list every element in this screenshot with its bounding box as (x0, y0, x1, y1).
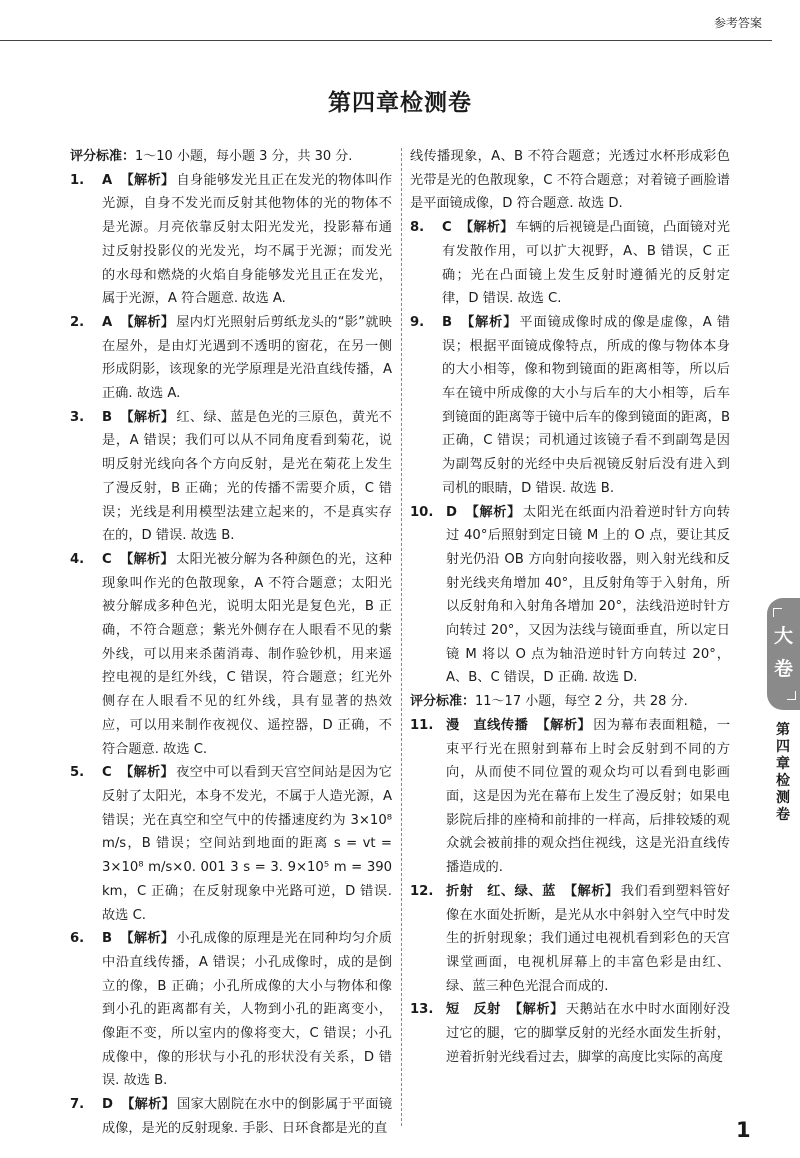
question-13 (410, 998, 730, 1069)
answer-letter: D (102, 1097, 113, 1113)
question-number: 4. (70, 551, 85, 567)
explanation-text: 屋内灯光照射后剪纸龙头的“影”就映在屋外，是由灯光遇到不透明的窗花，在另一侧形成阴影，该现象的光学原理是光沿直线传播，A 正确. 故选 A. (102, 314, 392, 402)
scoring-standard-label: 评分标准： (410, 694, 476, 710)
question-6 (70, 927, 392, 1093)
question-10 (410, 501, 730, 691)
question-number: 8. (410, 220, 425, 236)
question-number: 5. (70, 765, 85, 781)
answer-letter: C (102, 765, 112, 781)
question-12 (410, 880, 730, 999)
explanation-text: 我们看到塑料管好像在水面处折断，是光从水中斜射入空气中时发生的折射现象；我们通过电视机看到彩色的天宫课堂画面，电视机屏幕上的丰富色彩是由红、绿、蓝三种色光混合而成的. (446, 883, 731, 994)
answer-letter: B (102, 409, 113, 425)
analysis-tag: 【解析】 (119, 551, 175, 567)
answer-letter: C (102, 551, 112, 567)
question-number: 2. (70, 314, 85, 330)
header-label: 参考答案 (713, 16, 762, 30)
answer-letter: D (446, 504, 457, 520)
question-7 (70, 1093, 392, 1140)
question-number: 9. (410, 314, 425, 330)
side-tab-text: 大卷 (773, 625, 793, 680)
explanation-text: 天鹅站在水中时水面刚好没过它的腿，它的脚掌反射的光经水面发生折射，逆着折射光线看过去，脚掌的高度比实际的高度 (446, 1002, 731, 1065)
question-number: 11. (410, 717, 434, 733)
page-header (0, 0, 800, 46)
scoring-standard-2 (410, 690, 730, 714)
answer-letter: B (442, 314, 453, 330)
analysis-tag: 【解析】 (464, 504, 521, 520)
scoring-standard-text: 11～17 小题，每空 2 分，共 28 分. (475, 694, 688, 710)
answer-text: 短 反射 (446, 1002, 501, 1018)
question-3 (70, 406, 392, 548)
explanation-text: 夜空中可以看到天宫空间站是因为它反射了太阳光，本身不发光，不属于人造光源，A 错误；光在真空和空气中的传播速度约为 3×10⁸ m/s，B 错误；空间站到地面的距离 s = vt = 3×10⁸ m/s×0. 001 3 s = 3. 9×10⁵ m = 390 km，C 正确；在反射现象中光路可逆，D 错误. 故选 C. (102, 765, 392, 923)
question-number: 3. (70, 409, 85, 425)
tab-bracket-icon (787, 691, 796, 700)
question-8 (410, 216, 730, 311)
explanation-text: 国家大剧院在水中的倒影属于平面镜成像，是光的反射现象. 手影、日环食都是光的直 (102, 1097, 393, 1136)
explanation-text: 太阳光在纸面内沿着逆时针方向转过 40°后照射到定日镜 M 上的 O 点，要让其反射光仍沿 OB 方向射向接收器，则入射光线和反射光线夹角增加 40°，且反射角等于入射角，所以反射角和入射角各增加 20°，法线沿逆时针方向转过 20°，又因为法线与镜面垂直，所以定日镜 M 将以 O 点为轴沿逆时针方向转过 20°，A、B、C 错误，D 正确. 故选 D. (446, 504, 731, 686)
explanation-text: 红、绿、蓝是色光的三原色，黄光不是，A 错误；我们可以从不同角度看到菊花，说明反射光线向各个方向反射，是光在菊花上发生了漫反射，B 正确；光的传播不需要介质，C 错误；光线是利用模型法建立起来的，不是真实存在的，D 错误. 故选 B. (102, 409, 392, 544)
page-number: 1 (736, 1118, 751, 1142)
scoring-standard-label: 评分标准： (70, 149, 136, 164)
question-number: 6. (70, 931, 85, 947)
answer-letter: C (442, 220, 452, 236)
analysis-tag: 【解析】 (120, 931, 175, 947)
analysis-tag: 【解析】 (460, 314, 518, 330)
explanation-text: 因为幕布表面粗糙，一束平行光在照射到幕布上时会反射到不同的方向，从而使不同位置的观众均可以看到电影画面，这是因为光在幕布上发生了漫反射；如果电影院后排的座椅和前排的一样高，后排较矮的观众就会被前排的观众挡住视线，这是光沿直线传播造成的. (446, 717, 731, 876)
scoring-standard-text: 1～10 小题，每小题 3 分，共 30 分. (135, 149, 353, 164)
question-2 (70, 311, 392, 406)
question-number: 7. (70, 1097, 85, 1113)
analysis-tag: 【解析】 (536, 717, 592, 733)
question-number: 10. (410, 504, 434, 520)
analysis-tag: 【解析】 (120, 1097, 176, 1113)
explanation-text: 平面镜成像时成的像是虚像，A 错误；根据平面镜成像特点，所成的像与物体本身的大小相等，像和物到镜面的距离相等，所以后车在镜中所成像的大小与后车的大小相等，后车到镜面的距离等于镜中后车的像到镜面的距离，B 正确，C 错误；司机通过该镜子看不到副驾是因为副驾反射的光经中央后视镜反射后没有进入到司机的眼睛，D 错误. 故选 B. (442, 314, 731, 496)
question-9 (410, 311, 730, 501)
side-chapter-label: 第四章检测卷 (776, 722, 790, 823)
answer-text: 漫 直线传播 (446, 717, 529, 733)
question-1 (70, 169, 392, 311)
analysis-tag: 【解析】 (508, 1002, 564, 1018)
scoring-standard-1 (70, 145, 392, 169)
side-section-tab (767, 598, 800, 710)
explanation-text: 车辆的后视镜是凸面镜，凸面镜对光有发散作用，可以扩大视野，A、B 错误，C 正确；光在凸面镜上发生反射时遵循光的反射定律，D 错误. 故选 C. (442, 220, 730, 307)
tab-bracket-icon (773, 608, 782, 617)
analysis-tag: 【解析】 (120, 409, 175, 425)
question-5 (70, 761, 392, 927)
column-divider (401, 148, 402, 1126)
analysis-tag: 【解析】 (563, 883, 619, 899)
question-7-continued: 线传播现象，A、B 不符合题意；光透过水杯形成彩色光带是光的色散现象，C 不符合题意；对着镜子画脸谱是平面镜成像，D 符合题意. 故选 D. (410, 149, 730, 212)
explanation-text: 自身能够发光且正在发光的物体叫作光源，自身不发光而反射其他物体的光的物体不是光源。月亮依靠反射太阳光发光，投影幕布通过反射投影仪的光发光，均不属于光源；而发光的水母和燃烧的火焰自身能够发光且正在发光，属于光源，A 符合题意. 故选 A. (102, 172, 393, 307)
analysis-tag: 【解析】 (119, 765, 175, 781)
header-rule (0, 40, 772, 41)
question-4 (70, 548, 392, 761)
explanation-text: 小孔成像的原理是光在同种均匀介质中沿直线传播，A 错误；小孔成像时，成的是倒立的像，B 正确；小孔所成像的大小与物体和像到小孔的距离都有关，人物到小孔的距离变小，像距不变，所以室内的像将变大，C 错误；小孔成像中，像的形状与小孔的形状没有关系，D 错误. 故选 B. (102, 931, 392, 1089)
answer-letter: A (102, 172, 113, 188)
answer-letter: A (102, 314, 113, 330)
page-title: 第四章检测卷 (328, 90, 472, 116)
explanation-text: 太阳光被分解为各种颜色的光，这种现象叫作光的色散现象，A 不符合题意；太阳光被分解成多种色光，说明太阳光是复色光，B 正确，不符合题意；紫光外侧存在人眼看不见的紫外线，可以用来杀菌消毒、制作验钞机，用来遥控电视的是红外线，C 错误，符合题意；红光外侧存在人眼看不见的红外线，具有显著的热效应，可以用来制作夜视仪、遥控器，D 正确，不符合题意. 故选 C. (102, 551, 392, 757)
analysis-tag: 【解析】 (120, 314, 175, 330)
left-column (70, 145, 392, 1141)
answer-text: 折射 红、绿、蓝 (446, 883, 556, 899)
analysis-tag: 【解析】 (459, 220, 514, 236)
question-number: 12. (410, 883, 434, 899)
answer-letter: B (102, 931, 113, 947)
right-column (410, 145, 730, 1069)
question-number: 1. (70, 172, 85, 188)
question-11 (410, 714, 730, 880)
analysis-tag: 【解析】 (120, 172, 175, 188)
question-number: 13. (410, 1002, 434, 1018)
